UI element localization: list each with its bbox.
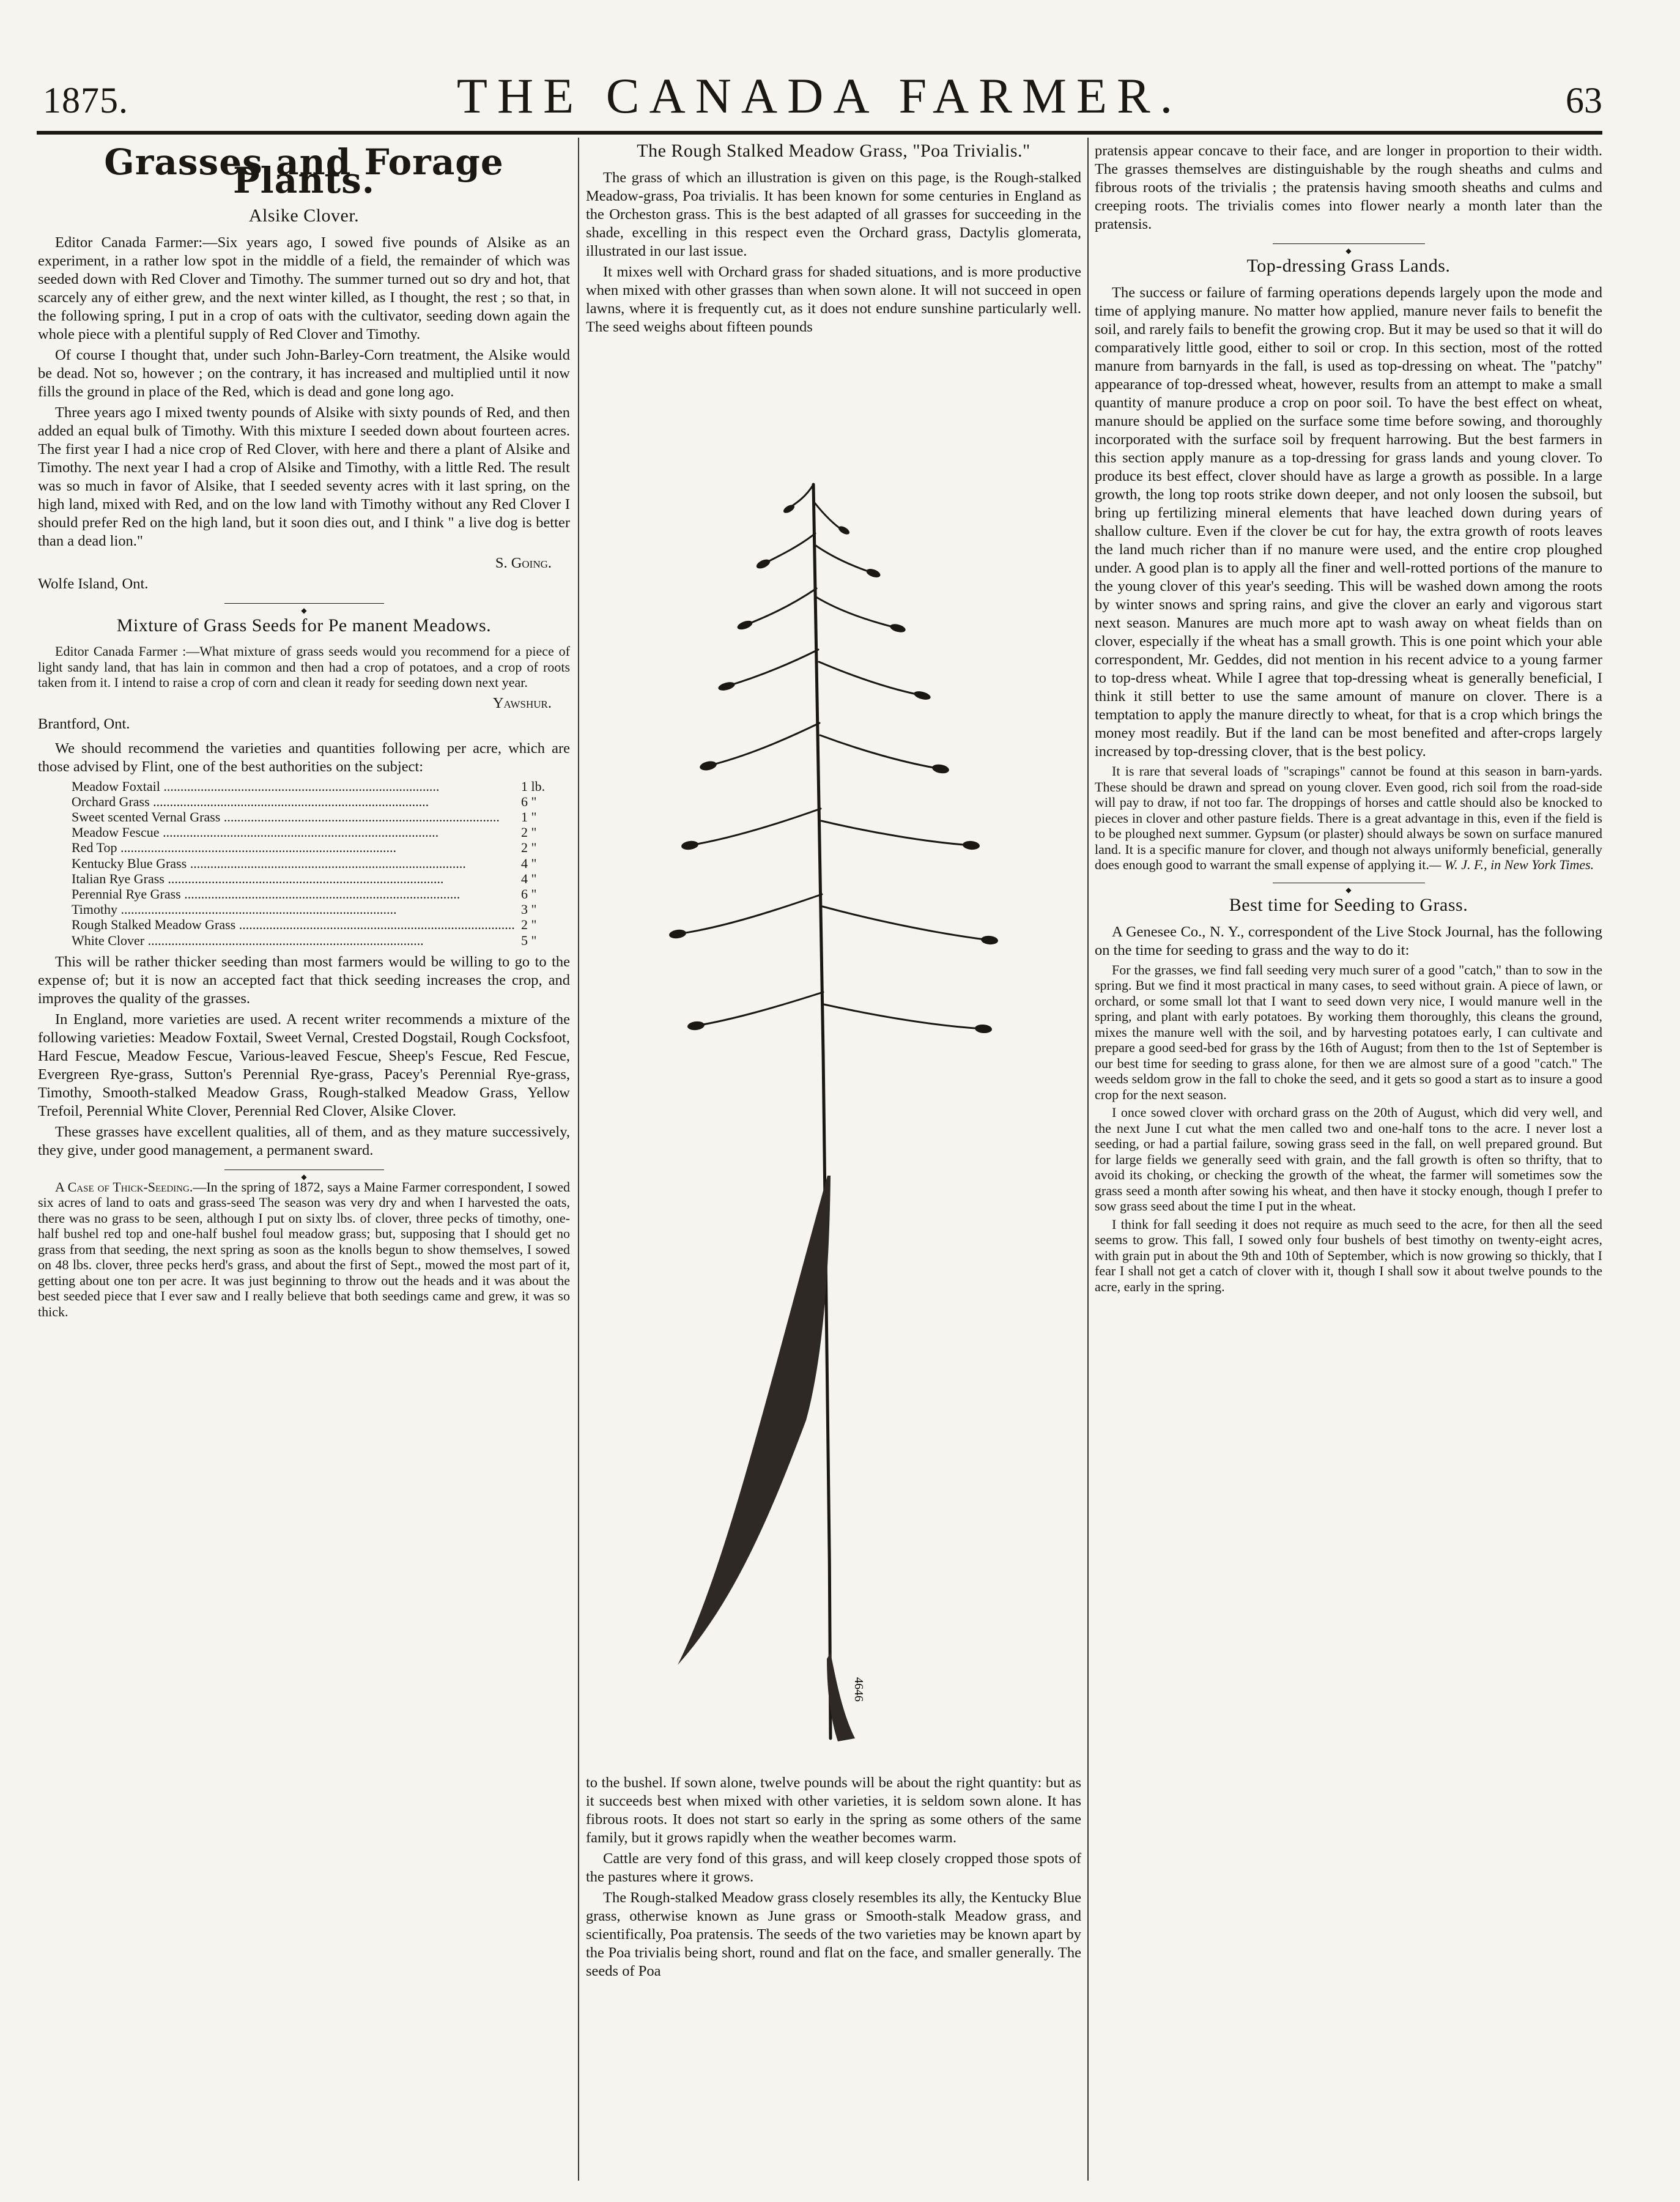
section-title: Grasses and Forage Plants. (104, 141, 504, 201)
column-divider (1087, 138, 1089, 2181)
column-3 (1095, 142, 1602, 1297)
article-paragraph: We should recommend the varieties and quantities following per acre, which are those advised by Flint, one of the best authorities on the subject: (38, 740, 570, 775)
seed-quantity: 3 " (521, 902, 537, 918)
article-paragraph: It mixes well with Orchard grass for shaded situations, and is more productive when mixed with other grasses than when sown alone. It will not succeed in open lawns, where it is frequently cut, as it does not endure sunshine particularly well. The seed weighs about fifteen pounds (586, 264, 1081, 335)
article-paragraph: Editor Canada Farmer:—Six years ago, I sowed five pounds of Alsike as an experiment, in a rather low spot in the middle of a field, the remainder of which was seeded down with Red Clover and Timothy. The summer turned out so dry and hot, that scarcely any of either grew, and the next winter killed, as I thought, the rest ; so that, in the following spring, I put in a crop of oats with the cultivator, seeding down again the whole piece with a plentiful supply of Red Clover and Timothy. (38, 234, 570, 343)
article-paragraph: The Rough-stalked Meadow grass closely resembles its ally, the Kentucky Blue grass, otherwise known as June grass or Smooth-stalk Meadow grass, and scientifically, Poa pratensis. The seeds of the two varieties may be known apart by the Poa trivialis being short, round and flat on the face, and smaller generally. The seeds of Poa (586, 1889, 1081, 1979)
seed-variety-name: Meadow Fescue ..... (72, 825, 515, 840)
article-paragraph: The success or failure of farming operations depends largely upon the mode and time of applying manure. No matter how applied, manure never fails to benefit the soil, and rarely fails to benefit the growing crop. But it may be used so that it will do comparatively little good, either to soil or crop. In this section, most of the rotted manure from barnyards in the fall, is used as top-dressing on wheat. The "patchy" appearance of top-dressed wheat, however, results from an attempt to make a small quantity of manure produce a crop on poor soil. To have the best effect on wheat, manure should be applied on the surface some time before sowing, and thoroughly incorporated with the surface soil by frequent harrowing. But the best farmers in this section apply manure as a top-dressing for grass lands and young clover. To produce its best effect, clover should have as large a growth as possible. In a large growth, the long top roots strike down deeper, and not only loosen the subsoil, but bring up fertilizing mineral elements that have leached down during years of shallow culture. Even if the clover be cut for hay, the extra growth of roots leaves the land much richer than if no manure were used, and the entire crop ploughed under. A good plan is to apply all the finer and well-rotted portions of the manure to the young clover of this year's seeding. This will be washed down among the roots by winter snows and spring rains, and give the clover an early and vigorous start next season. Manures are much more apt to wash away on wheat fields than on clover, especially if the wheat has a small growth. This is one point which your able correspondent, Mr. Geddes, did not mention in his recent advice to a young farmer to top-dress wheat. While I agree that top-dressing wheat is generally beneficial, I think it still better to use the same amount of manure on clover. There is a temptation to apply the manure directly to wheat, for that is a crop which brings the money most readily. But if the land can be most benefited and after-crops largely increased by top-dressing clover, that is the best policy. (1095, 284, 1602, 760)
article-paragraph: I once sowed clover with orchard grass on the 20th of August, which did very well, and the next June I cut what the men called two and one-half tons to the acre. I never lost a seeding, or had a partial failure, sowing grass seed in the fall, on well prepared ground. But for large fields we generally seed with grain, and the fall growth is often so thrifty, that to avoid its choking, or checking the growth of the wheat, the farmer will sometimes sow the grass seed a month after sowing his wheat, and then have it stocky enough, though I prefer to sow grass seed about the time I put in the wheat. (1095, 1105, 1602, 1214)
page-number: 63 (1566, 80, 1602, 120)
seed-rate-row (72, 779, 570, 794)
article-paragraph: In England, more varieties are used. A recent writer recommends a mixture of the following varieties: Meadow Foxtail, Sweet Vernal, Crested Dogstail, Rough Cocksfoot, Hard Fescue, Meadow Fescue, Various-leaved Fescue, Sheep's Fescue, Red Fescue, Evergreen Rye-grass, Sutton's Perennial Rye-grass, Pacey's Perennial Rye-grass, Timothy, Smooth-stalked Meadow Grass, Rough-stalked Meadow Grass, Yellow Trefoil, Perennial White Clover, Perennial Red Clover, Alsike Clover. (38, 1010, 570, 1119)
article-paragraph: to the bushel. If sown alone, twelve pounds will be about the right quantity: but as it succeeds best when mixed with other varieties, it is seldom sown alone. It has fibrous roots. It does not start so early in the spring as some others of the same family, but it grows rapidly when the weather becomes warm. (586, 1774, 1081, 1846)
paragraph-lead: A Case of Thick-Seeding. (55, 1179, 193, 1195)
separator-ornament (1095, 240, 1602, 248)
seed-variety-name: Meadow Foxtail ..... (72, 779, 515, 794)
seed-variety-name: Perennial Rye Grass ..... (72, 886, 515, 902)
article-paragraph: pratensis appear concave to their face, and are longer in proportion to their width. The grasses themselves are distinguishable by the rough sheaths and culms and fibrous roots of the trivialis ; the pratensis having smooth sheaths and culms and creeping roots. The trivialis comes into flower nearly a month later than the pratensis. (1095, 143, 1602, 232)
seed-quantity: 5 " (521, 932, 537, 948)
seed-variety-name: Rough Stalked Meadow Grass ..... (72, 917, 515, 932)
paragraph-text: —In the spring of 1872, says a Maine Farmer correspondent, I sowed six acres of land to oats and grass-seed The season was very dry and when I harvested the oats, there was no grass to be seen, although I put on sixty lbs. of clover, three pecks of timothy, one-half bushel red top and one-half bushel foul meadow grass; but, supposing that I should get no grass from that seeding, the next spring as soon as the knolls begun to show themselves, I sowed on 48 lbs. clover, three pecks herd's grass, and about the first of Sept., mowed the most part of it, getting about one ton per acre. It was just beginning to throw out the heads and it was about the best seeded piece that I ever saw and I really believe that both seedings came and grew, it was so thick. (38, 1179, 571, 1319)
article-title-alsike-clover: Alsike Clover. (248, 206, 360, 226)
article-place: Brantford, Ont. (38, 715, 130, 732)
article-place: Wolfe Island, Ont. (38, 576, 149, 592)
article-paragraph: For the grasses, we find fall seeding very much surer of a good "catch," than to sow in the spring. But we find it most practical in many cases, to seed without grain. A piece of lawn, or orchard, or some small lot that I want to seed down very nice, I would manure well in the spring, and plant with early potatoes. By working them thoroughly, this cleans the ground, mixes the manure well with the soil, and by harvesting potatoes early, I can cultivate and prepare a good seed-bed for grass by the 16th of August; from then to the 1st of September is our best time for seeding to grass alone, for then we are almost sure of a good "catch." The weeds seldom grow in the fall to choke the seed, and it gets so good a start as to insure a good crop for the next season. (1095, 962, 1602, 1102)
poa-trivialis-drawing (586, 466, 1081, 1772)
seed-quantity: 6 " (521, 886, 537, 902)
seed-variety-name: Orchard Grass ..... (72, 794, 515, 809)
seed-quantity: 6 " (521, 793, 537, 809)
article-title-rough-stalked-meadow-grass: The Rough Stalked Meadow Grass, "Poa Trivialis." (637, 141, 1031, 161)
separator-ornament (38, 1166, 570, 1174)
column-2-lower (586, 1774, 1081, 1983)
newspaper-title: THE CANADA FARMER. (456, 68, 1183, 124)
article-title-best-time-seeding: Best time for Seeding to Grass. (1229, 894, 1468, 915)
article-title-top-dressing: Top-dressing Grass Lands. (1246, 256, 1451, 276)
seed-rate-row (72, 809, 570, 825)
column-divider (578, 138, 579, 2181)
seed-rate-list (72, 779, 570, 948)
article-paragraph: A Genesee Co., N. Y., correspondent of the Live Stock Journal, has the following on the time for seeding to grass and the way to do it: (1095, 923, 1602, 958)
seed-variety-name: Italian Rye Grass ..... (72, 871, 515, 886)
seed-quantity: 2 " (521, 825, 537, 840)
article-credit: — W. J. F., in New York Times. (1429, 857, 1594, 872)
seed-quantity: 1 " (521, 809, 537, 825)
article-paragraph: Editor Canada Farmer :—What mixture of grass seeds would you recommend for a piece of light sandy land, that has lain in common and then had a crop of potatoes, and a crop of roots taken from it. I intend to raise a crop of corn and clean it ready for seeding down next year. (38, 643, 570, 690)
seed-rate-row (72, 902, 570, 917)
seed-rate-row (72, 825, 570, 840)
seed-rate-row (72, 794, 570, 809)
engraver-mark: 4646 (852, 1677, 865, 1702)
article-paragraph: Of course I thought that, under such John-Barley-Corn treatment, the Alsike would be dead. Not so, however ; on the contrary, it has increased and multiplied until it now fills the ground in place of the Red, which is dead and gone long ago. (38, 347, 570, 400)
seed-quantity: 4 " (521, 855, 537, 871)
article-signature: Yawshur. (492, 694, 552, 711)
seed-variety-name: White Clover ..... (72, 933, 515, 948)
seed-rate-row (72, 871, 570, 886)
grass-leaf-blade (678, 1176, 831, 1665)
seed-variety-name: Red Top ..... (72, 840, 515, 855)
seed-quantity: 2 " (521, 917, 537, 933)
seed-variety-name: Kentucky Blue Grass ..... (72, 856, 515, 871)
separator-ornament (38, 599, 570, 608)
seed-variety-name: Sweet scented Vernal Grass ..... (72, 809, 515, 825)
masthead (37, 66, 1602, 130)
seed-rate-row (72, 933, 570, 948)
grass-illustration (586, 466, 1081, 1772)
separator-ornament (1095, 879, 1602, 888)
seed-rate-row (72, 886, 570, 902)
article-signature: S. Going. (495, 555, 552, 571)
article-paragraph: Cattle are very fond of this grass, and will keep closely cropped those spots of the pastures where it grows. (586, 1850, 1081, 1885)
article-paragraph: I think for fall seeding it does not require as much seed to the acre, for then all the seed seems to grow. This fall, I sowed only four bushels of best timothy on twenty-eight acres, with grain put in about the 9th and 10th of September, which is now growing so thickly, that I fear I shall not get a catch of clover with it, though I shall sow it about twelve pounds to the acre, early in the spring. (1095, 1216, 1602, 1294)
seed-rate-row (72, 856, 570, 871)
column-1 (38, 142, 570, 1322)
paragraph-text: It is rare that several loads of "scrapings" cannot be found at this season in barn-yards. These should be drawn and spread on young clover. Even good, rich soil from the road-side will pay to draw, if not too far. The droppings of horses and cattle should also be knocked to pieces in clover and other pasture fields. There is a great advantage in this, even if the field is to be ploughed next summer. Gypsum (or plaster) should always be sown on surface manured land. It is a specific manure for clover, and though not always uniformly beneficial, generally does enough good to warrant the small expense of applying it. (1095, 763, 1602, 872)
masthead-rule (37, 131, 1602, 135)
article-paragraph: Three years ago I mixed twenty pounds of Alsike with sixty pounds of Red, and then added an equal bulk of Timothy. With this mixture I seeded down about fourteen acres. The first year I had a nice crop of Red Clover, with here and there a plant of Alsike and Timothy. The next year I had a crop of Alsike and Timothy, with a little Red. The result was so much in favor of Alsike, that I seeded seventy acres with it last spring, on the high land, mixed with Red, and on the low land with Timothy without any Red Clover I should prefer Red on the high land, but it soon dies out, and I think " a live dog is better than a dead lion." (38, 404, 570, 549)
article-paragraph: This will be rather thicker seeding than most farmers would be willing to go to the expense of; but it is now an accepted fact that thick seeding increases the crop, and improves the quality of the grasses. (38, 953, 570, 1007)
thick-seeding-paragraph (38, 1179, 570, 1320)
article-title-grass-seed-mixture: Mixture of Grass Seeds for Pe manent Meadows. (116, 615, 492, 636)
seed-rate-row (72, 917, 570, 932)
seed-rate-row (72, 840, 570, 855)
seed-variety-name: Timothy ..... (72, 902, 515, 917)
seed-quantity: 4 " (521, 870, 537, 886)
column-2 (586, 142, 1081, 339)
issue-year: 1875. (43, 80, 128, 120)
article-paragraph (1095, 763, 1602, 873)
article-paragraph: These grasses have excellent qualities, all of them, and as they mature successively, they give, under good management, a permanent sward. (38, 1123, 570, 1158)
seed-quantity: 1 lb. (521, 778, 546, 794)
seed-quantity: 2 " (521, 840, 537, 856)
article-paragraph: The grass of which an illustration is given on this page, is the Rough-stalked Meadow-grass, Poa trivialis. It has been known for some centuries in England as the Orcheston grass. This is the best adapted of all grasses for succeeding in the shade, excelling in this respect even the Orchard grass, Dactylis glomerata, illustrated in our last issue. (586, 169, 1081, 259)
